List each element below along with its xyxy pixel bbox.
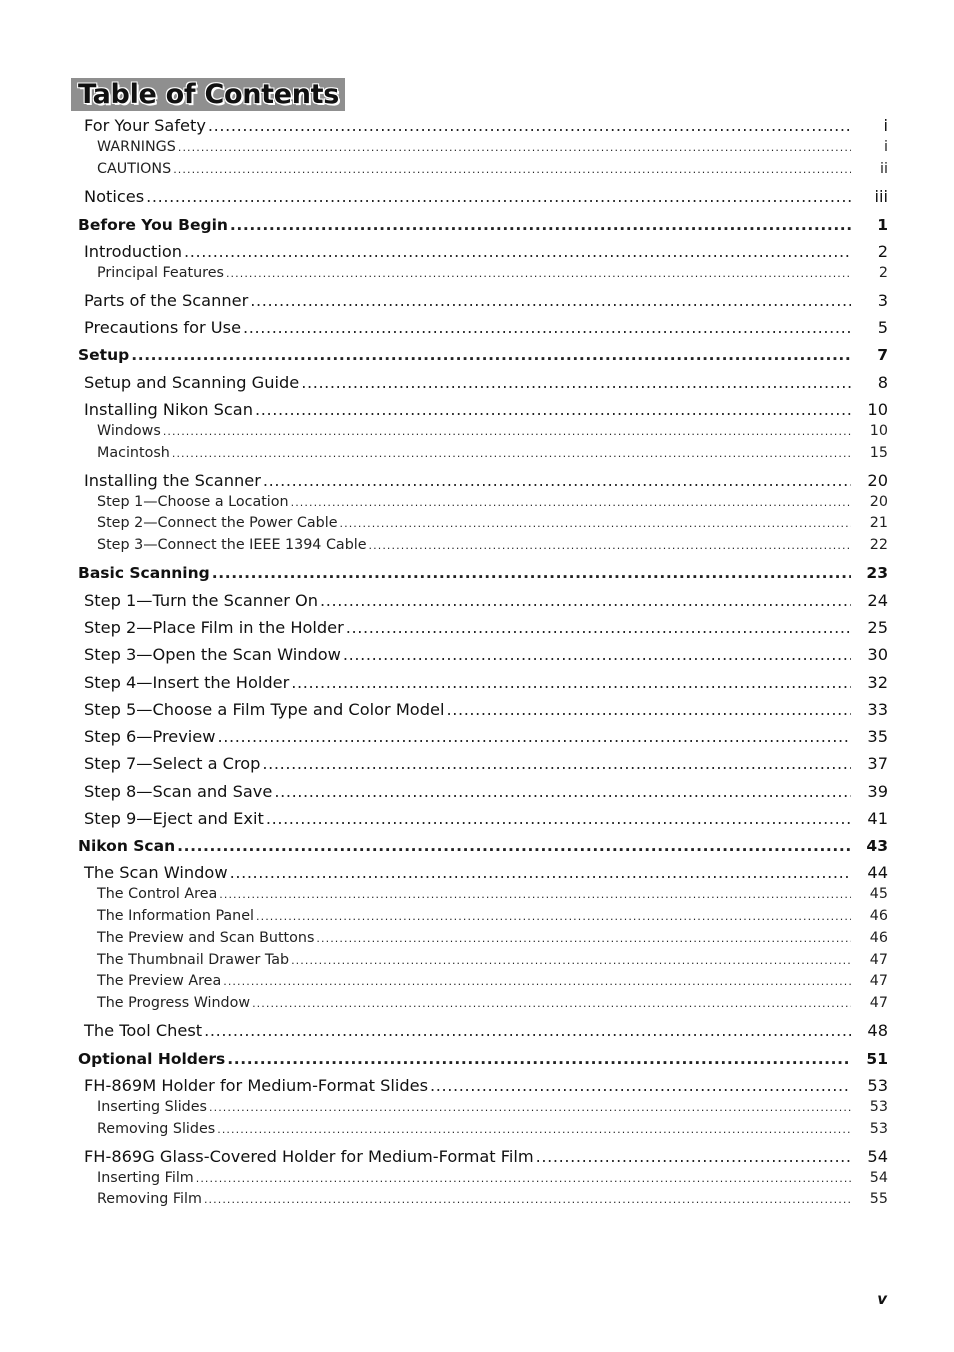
toc-entry-label: Optional Holders bbox=[78, 1050, 226, 1068]
leader-dots bbox=[163, 425, 851, 438]
leader-dots bbox=[343, 645, 851, 664]
toc-entry-page: 15 bbox=[869, 445, 888, 461]
leader-dots bbox=[250, 291, 851, 310]
leader-dots bbox=[274, 782, 851, 801]
toc-entry-label: Step 3—Open the Scan Window bbox=[84, 645, 341, 664]
toc-entry-page: 25 bbox=[867, 618, 888, 637]
toc-entry[interactable] bbox=[84, 863, 888, 882]
leader-dots bbox=[263, 471, 851, 490]
leader-dots bbox=[184, 242, 851, 261]
toc-section[interactable] bbox=[78, 346, 888, 364]
toc-entry[interactable] bbox=[97, 886, 888, 902]
toc-entry[interactable] bbox=[97, 445, 888, 461]
toc-entry[interactable] bbox=[84, 673, 888, 692]
toc-entry-label: Step 7—Select a Crop bbox=[84, 754, 261, 773]
toc-entry[interactable] bbox=[84, 187, 888, 206]
toc-entry-label: Inserting Film bbox=[97, 1170, 194, 1186]
toc-entry-page: 45 bbox=[869, 886, 888, 902]
toc-section[interactable] bbox=[78, 837, 888, 855]
leader-dots bbox=[446, 700, 851, 719]
toc-entry-label: The Preview and Scan Buttons bbox=[97, 930, 315, 946]
toc-entry[interactable] bbox=[84, 400, 888, 419]
toc-entry[interactable] bbox=[84, 645, 888, 664]
leader-dots bbox=[226, 267, 851, 280]
leader-dots bbox=[204, 1021, 851, 1040]
toc-entry-label: Introduction bbox=[84, 242, 183, 261]
toc-entry[interactable] bbox=[97, 1099, 888, 1115]
leader-dots bbox=[256, 910, 851, 923]
leader-dots bbox=[291, 496, 851, 509]
toc-entry-page: i bbox=[884, 139, 888, 155]
toc-entry-page: 48 bbox=[867, 1021, 888, 1040]
toc-entry-label: The Control Area bbox=[97, 886, 218, 902]
leader-dots bbox=[177, 837, 851, 855]
leader-dots bbox=[316, 932, 851, 945]
leader-dots bbox=[301, 373, 851, 392]
toc-entry[interactable] bbox=[97, 423, 888, 439]
toc-entry[interactable] bbox=[97, 952, 888, 968]
toc-entry-page: 53 bbox=[869, 1099, 888, 1115]
leader-dots bbox=[252, 997, 851, 1010]
toc-entry-page: 2 bbox=[877, 242, 888, 261]
toc-entry[interactable] bbox=[84, 591, 888, 610]
toc-entry-page: i bbox=[883, 116, 888, 135]
toc-entry-page: 10 bbox=[867, 400, 888, 419]
toc-entry[interactable] bbox=[84, 1147, 888, 1166]
toc-entry-label: For Your Safety bbox=[84, 116, 206, 135]
toc-entry[interactable] bbox=[97, 1191, 888, 1207]
toc-entry-page: 32 bbox=[867, 673, 888, 692]
toc-entry-label: The Thumbnail Drawer Tab bbox=[97, 952, 290, 968]
toc-entry-label: Inserting Slides bbox=[97, 1099, 207, 1115]
leader-dots bbox=[196, 1172, 851, 1185]
toc-entry-label: WARNINGS bbox=[97, 139, 176, 155]
leader-dots bbox=[209, 1101, 851, 1114]
toc-entry-page: 33 bbox=[867, 700, 888, 719]
leader-dots bbox=[131, 346, 851, 364]
leader-dots bbox=[262, 754, 851, 773]
toc-entry[interactable] bbox=[84, 116, 888, 135]
toc-entry-label: Windows bbox=[97, 423, 161, 439]
toc-entry-label: Step 3—Connect the IEEE 1394 Cable bbox=[97, 537, 367, 553]
toc-entry[interactable] bbox=[97, 537, 888, 553]
toc-entry-label: Removing Film bbox=[97, 1191, 202, 1207]
toc-entry-label: Installing the Scanner bbox=[84, 471, 261, 490]
toc-entry-page: 46 bbox=[869, 908, 888, 924]
toc-entry[interactable] bbox=[97, 908, 888, 924]
toc-entry[interactable] bbox=[84, 373, 888, 392]
toc-entry-page: 46 bbox=[869, 930, 888, 946]
toc-entry[interactable] bbox=[97, 161, 888, 177]
toc-entry-label: Step 2—Connect the Power Cable bbox=[97, 515, 338, 531]
toc-entry-label: Setup bbox=[78, 346, 130, 364]
toc-entry-page: 10 bbox=[869, 423, 888, 439]
toc-entry-page: 43 bbox=[866, 837, 888, 855]
leader-dots bbox=[204, 1193, 851, 1206]
toc-entry[interactable] bbox=[84, 1076, 888, 1095]
toc-entry-label: The Information Panel bbox=[97, 908, 255, 924]
toc-entry-page: 35 bbox=[867, 727, 888, 746]
toc-entry-page: 1 bbox=[877, 216, 888, 234]
toc-entry[interactable] bbox=[97, 1170, 888, 1186]
page-number: v bbox=[877, 1290, 887, 1308]
page-title: Table of Contents bbox=[71, 78, 345, 111]
toc-entry-label: Step 8—Scan and Save bbox=[84, 782, 273, 801]
toc-entry-label: Step 1—Choose a Location bbox=[97, 494, 289, 510]
toc-entry-label: FH-869G Glass-Covered Holder for Medium-Format Film bbox=[84, 1147, 534, 1166]
leader-dots bbox=[230, 863, 851, 882]
toc-entry[interactable] bbox=[84, 291, 888, 310]
toc-entry-page: ii bbox=[880, 161, 888, 177]
toc-entry[interactable] bbox=[84, 809, 888, 828]
toc-entry-label: Nikon Scan bbox=[78, 837, 176, 855]
toc-entry-label: Setup and Scanning Guide bbox=[84, 373, 300, 392]
leader-dots bbox=[340, 517, 851, 530]
toc-entry-page: 55 bbox=[869, 1191, 888, 1207]
toc-entry-label: Step 9—Eject and Exit bbox=[84, 809, 264, 828]
leader-dots bbox=[219, 888, 851, 901]
leader-dots bbox=[346, 618, 851, 637]
leader-dots bbox=[369, 539, 851, 552]
toc-entry-label: The Tool Chest bbox=[84, 1021, 203, 1040]
toc-entry[interactable] bbox=[84, 782, 888, 801]
leader-dots bbox=[291, 954, 851, 967]
leader-dots bbox=[536, 1147, 851, 1166]
toc-entry-page: 47 bbox=[869, 973, 888, 989]
leader-dots bbox=[227, 1050, 851, 1068]
toc-entry-label: Step 1—Turn the Scanner On bbox=[84, 591, 319, 610]
toc-entry-label: Step 4—Insert the Holder bbox=[84, 673, 290, 692]
toc-entry-page: 2 bbox=[878, 265, 888, 281]
toc-entry-page: 44 bbox=[867, 863, 888, 882]
toc-section[interactable] bbox=[78, 1050, 888, 1068]
toc-entry[interactable] bbox=[97, 139, 888, 155]
toc-entry-page: 37 bbox=[867, 754, 888, 773]
toc-entry-page: 22 bbox=[869, 537, 888, 553]
toc-entry[interactable] bbox=[97, 995, 888, 1011]
toc-entry-label: Installing Nikon Scan bbox=[84, 400, 253, 419]
toc-entry[interactable] bbox=[97, 494, 888, 510]
leader-dots bbox=[178, 141, 851, 154]
toc-entry-page: 54 bbox=[869, 1170, 888, 1186]
toc-entry-label: The Progress Window bbox=[97, 995, 251, 1011]
leader-dots bbox=[230, 216, 851, 234]
toc-entry-label: Step 5—Choose a Film Type and Color Model bbox=[84, 700, 445, 719]
leader-dots bbox=[243, 318, 851, 337]
toc-entry-label: CAUTIONS bbox=[97, 161, 172, 177]
toc-entry[interactable] bbox=[97, 930, 888, 946]
leader-dots bbox=[173, 163, 851, 176]
toc-entry[interactable] bbox=[97, 515, 888, 531]
toc-entry-page: iii bbox=[874, 187, 888, 206]
leader-dots bbox=[320, 591, 851, 610]
toc-entry-label: Removing Slides bbox=[97, 1121, 216, 1137]
leader-dots bbox=[172, 447, 851, 460]
toc-entry-label: FH-869M Holder for Medium-Format Slides bbox=[84, 1076, 429, 1095]
toc-entry-label: Precautions for Use bbox=[84, 318, 242, 337]
toc-entry-label: Macintosh bbox=[97, 445, 170, 461]
toc-entry-page: 20 bbox=[867, 471, 888, 490]
leader-dots bbox=[217, 1123, 851, 1136]
toc-entry[interactable] bbox=[97, 265, 888, 281]
toc-entry-page: 41 bbox=[867, 809, 888, 828]
toc-entry-label: Step 6—Preview bbox=[84, 727, 216, 746]
toc-entry[interactable] bbox=[84, 727, 888, 746]
toc-entry-page: 24 bbox=[867, 591, 888, 610]
toc-entry-label: Principal Features bbox=[97, 265, 224, 281]
leader-dots bbox=[146, 187, 851, 206]
toc-entry-label: Step 2—Place Film in the Holder bbox=[84, 618, 344, 637]
toc-entry-page: 5 bbox=[877, 318, 888, 337]
toc-entry-page: 7 bbox=[877, 346, 888, 364]
toc-entry[interactable] bbox=[84, 318, 888, 337]
toc-entry-page: 8 bbox=[877, 373, 888, 392]
leader-dots bbox=[430, 1076, 851, 1095]
toc-entry-label: Basic Scanning bbox=[78, 564, 210, 582]
toc-entry[interactable] bbox=[84, 754, 888, 773]
toc-entry[interactable] bbox=[84, 242, 888, 261]
toc-entry-page: 23 bbox=[866, 564, 888, 582]
toc-entry-label: Parts of the Scanner bbox=[84, 291, 249, 310]
toc-entry-label: Before You Begin bbox=[78, 216, 228, 234]
leader-dots bbox=[266, 809, 851, 828]
toc-entry[interactable] bbox=[97, 973, 888, 989]
leader-dots bbox=[255, 400, 851, 419]
toc-entry-page: 20 bbox=[869, 494, 888, 510]
toc-entry-page: 47 bbox=[869, 995, 888, 1011]
toc-entry-page: 51 bbox=[866, 1050, 888, 1068]
toc-entry-label: Notices bbox=[84, 187, 145, 206]
toc-entry-page: 3 bbox=[877, 291, 888, 310]
leader-dots bbox=[208, 116, 851, 135]
toc-entry[interactable] bbox=[97, 1121, 888, 1137]
toc-entry-page: 53 bbox=[869, 1121, 888, 1137]
leader-dots bbox=[223, 975, 851, 988]
toc-entry-label: The Scan Window bbox=[84, 863, 228, 882]
toc-entry[interactable] bbox=[84, 1021, 888, 1040]
toc-section[interactable] bbox=[78, 216, 888, 234]
leader-dots bbox=[291, 673, 851, 692]
toc-entry-page: 54 bbox=[867, 1147, 888, 1166]
toc-entry-page: 39 bbox=[867, 782, 888, 801]
toc-entry-label: The Preview Area bbox=[97, 973, 222, 989]
toc-entry-page: 47 bbox=[869, 952, 888, 968]
toc-entry-page: 30 bbox=[867, 645, 888, 664]
toc-entry-page: 21 bbox=[869, 515, 888, 531]
toc-entry[interactable] bbox=[84, 471, 888, 490]
toc-entry[interactable] bbox=[84, 700, 888, 719]
leader-dots bbox=[218, 727, 852, 746]
toc-entry-page: 53 bbox=[867, 1076, 888, 1095]
toc-entry[interactable] bbox=[84, 618, 888, 637]
leader-dots bbox=[212, 564, 851, 582]
toc-section[interactable] bbox=[78, 564, 888, 582]
